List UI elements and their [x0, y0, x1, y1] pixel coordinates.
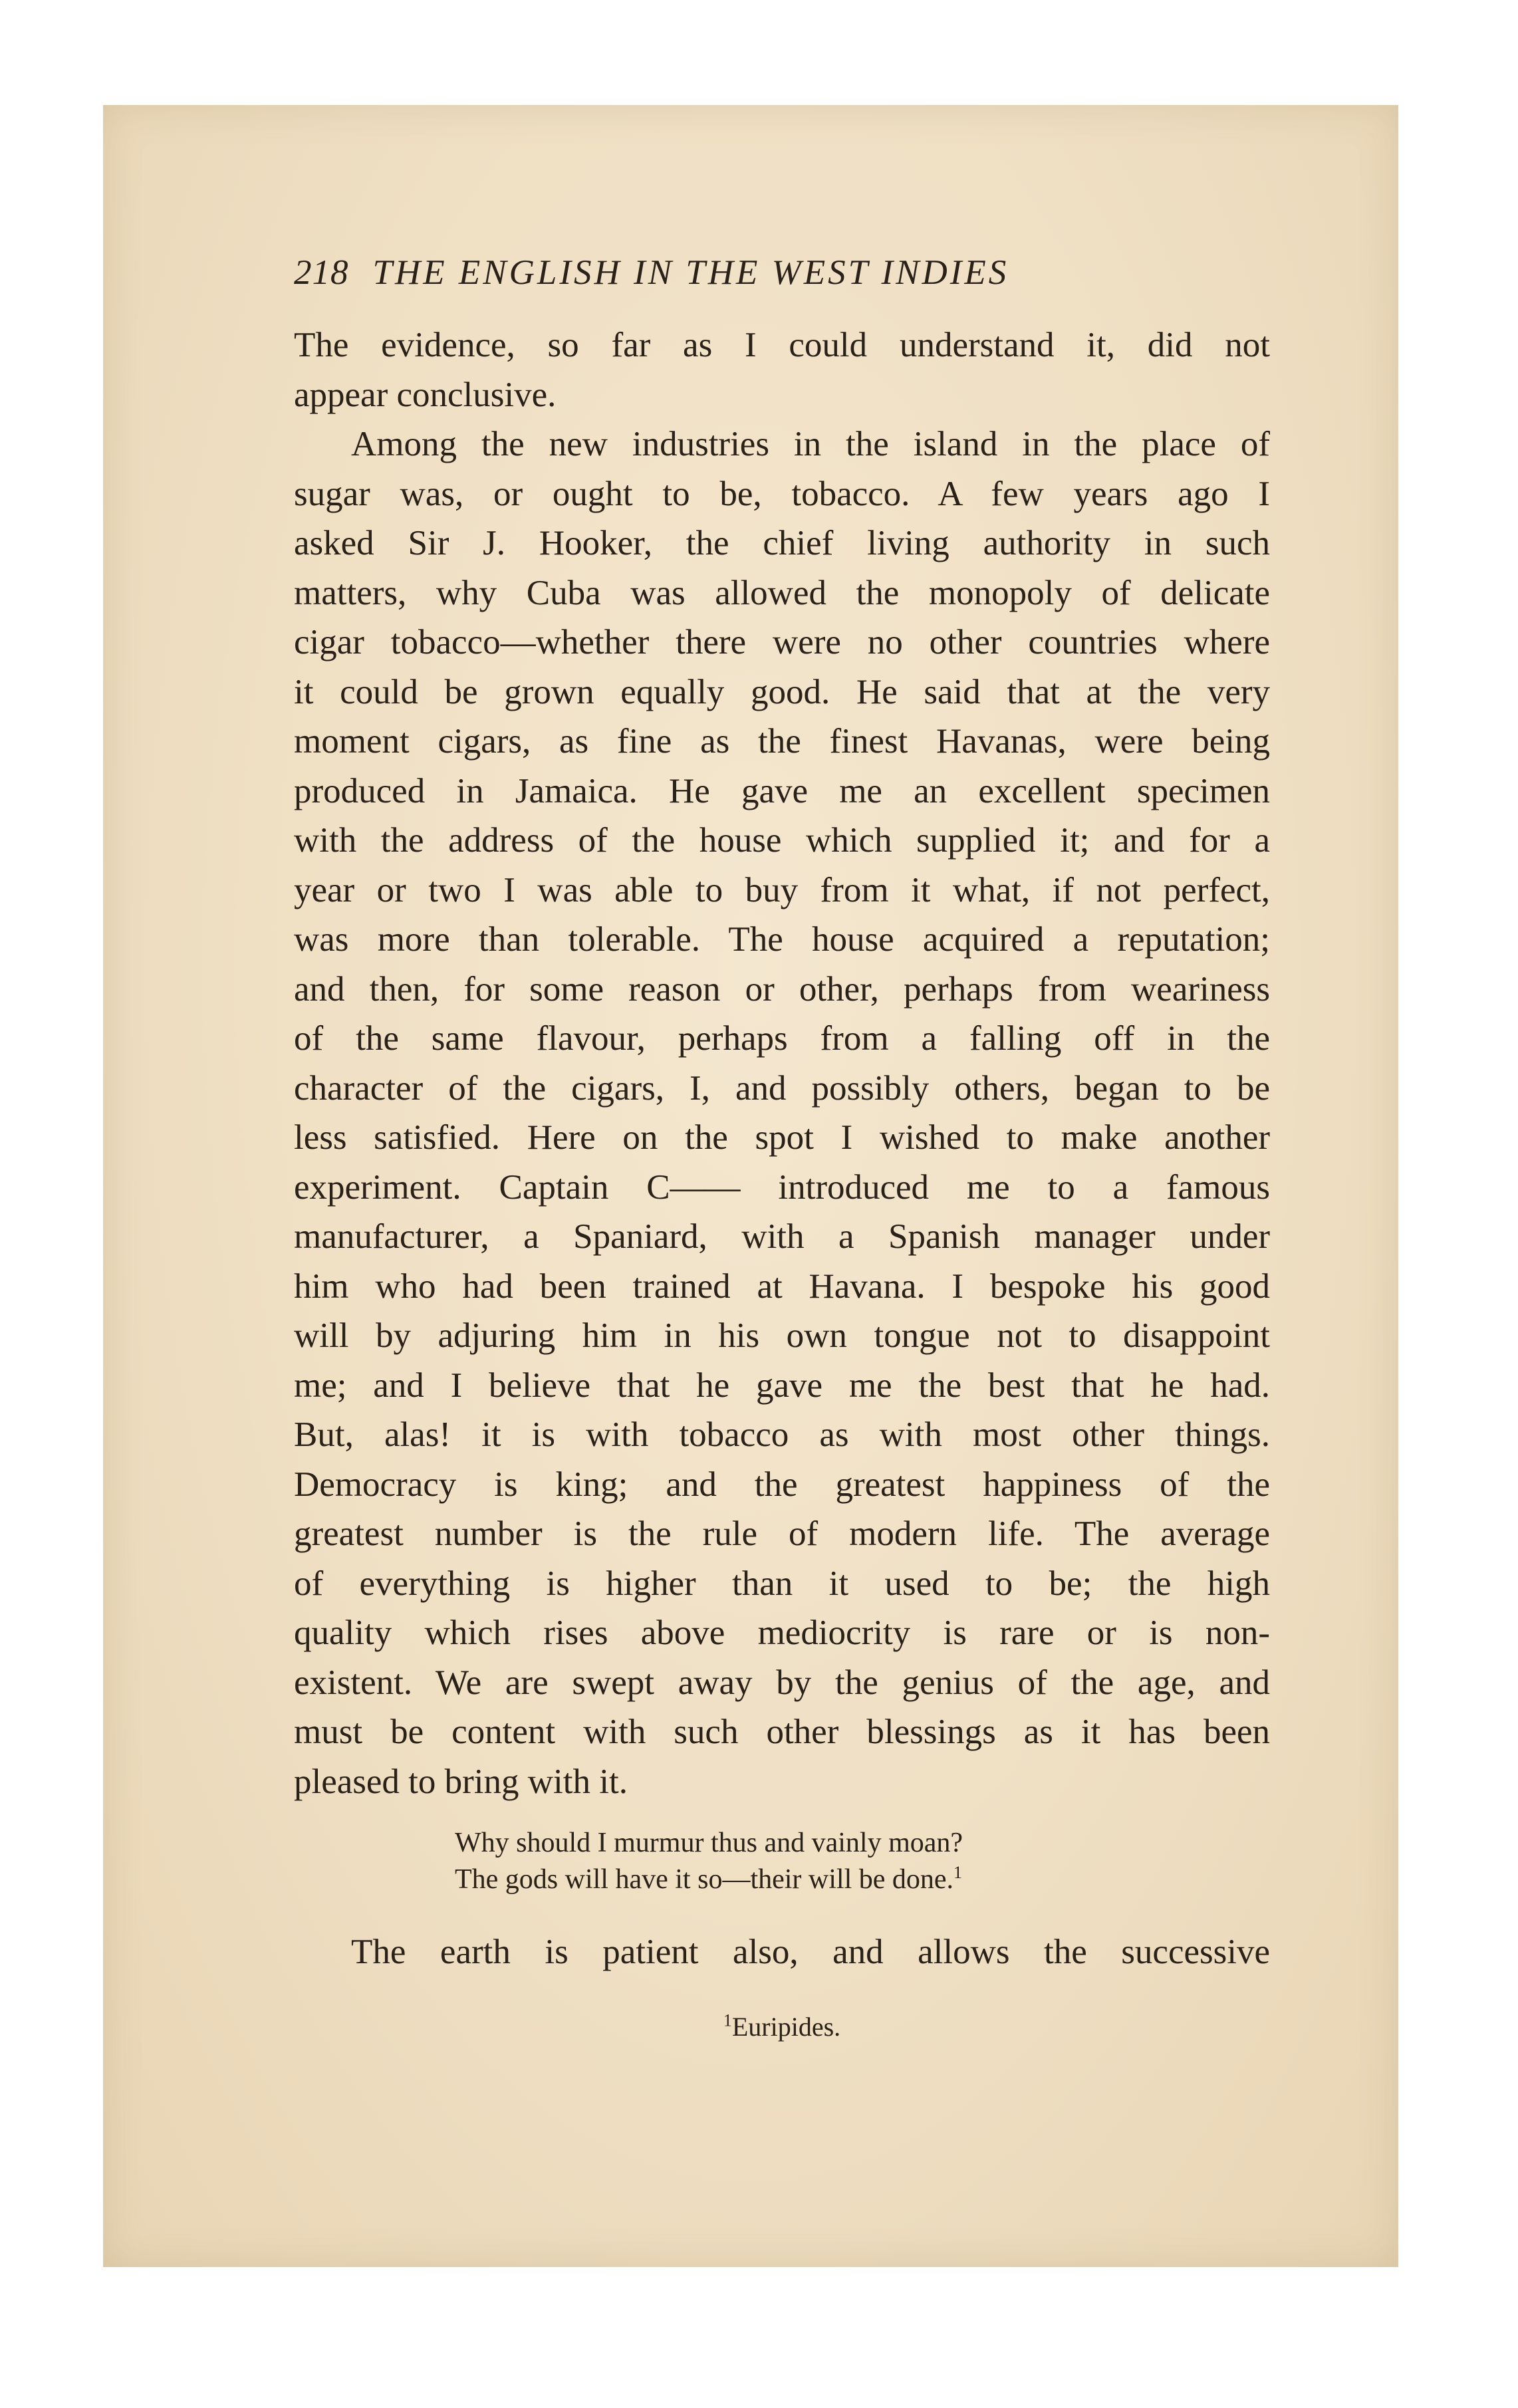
book-page	[294, 253, 1270, 2044]
verse-line	[455, 1862, 1270, 1898]
text-line: The evidence, so far as I could understand it, did not	[294, 326, 1270, 364]
paragraph-3	[294, 1927, 1270, 1977]
text-line: less satisfied. Here on the spot I wished to make another	[294, 1118, 1270, 1157]
paragraph-2	[294, 420, 1270, 1806]
text-line: character of the cigars, I, and possibly others, began to be	[294, 1068, 1270, 1108]
footnote-text: Euripides.	[731, 2011, 841, 2042]
text-line: must be content with such other blessings as it has been	[294, 1713, 1270, 1751]
text-line: him who had been trained at Havana. I bespoke his good	[294, 1266, 1270, 1306]
paragraph-1	[294, 320, 1270, 420]
text-line: existent. We are swept away by the genius of the age, and	[294, 1663, 1270, 1702]
page-number: 218	[294, 253, 349, 292]
text-line: asked Sir J. Hooker, the chief living authority in such	[294, 524, 1270, 562]
text-line: was more than tolerable. The house acquired a reputation;	[294, 920, 1270, 959]
text-line: me; and I believe that he gave me the best that he had.	[294, 1366, 1270, 1405]
text-line: sugar was, or ought to be, tobacco. A few years ago I	[294, 474, 1270, 513]
verse-line: Why should I murmur thus and vainly moan?	[455, 1828, 963, 1858]
text-line: greatest number is the rule of modern life. The average	[294, 1514, 1270, 1553]
text-line: But, alas! it is with tobacco as with most other things.	[294, 1415, 1270, 1454]
footnote-marker: 1	[723, 2010, 732, 2030]
text-line: of everything is higher than it used to be; the high	[294, 1564, 1270, 1603]
text-line: Among the new industries in the island in the place of	[351, 425, 1270, 463]
text-line: of the same flavour, perhaps from a falling off in the	[294, 1019, 1270, 1058]
footnote	[294, 2010, 1270, 2044]
text-line: The earth is patient also, and allows the successive	[351, 1933, 1270, 1971]
text-line: matters, why Cuba was allowed the monopoly of delicate	[294, 573, 1270, 612]
text-line: it could be grown equally good. He said that at the very	[294, 672, 1270, 711]
text-line: moment cigars, as fine as the finest Havanas, were being	[294, 722, 1270, 761]
text-line: quality which rises above mediocrity is rare or is non-	[294, 1614, 1270, 1652]
text-line: appear conclusive.	[294, 375, 557, 414]
text-line: manufacturer, a Spaniard, with a Spanish manager under	[294, 1217, 1270, 1256]
text-line: pleased to bring with it.	[294, 1762, 628, 1801]
text-line: and then, for some reason or other, perhaps from weariness	[294, 969, 1270, 1009]
text-line: year or two I was able to buy from it what, if not perfect,	[294, 870, 1270, 909]
footnote-reference: 1	[953, 1863, 963, 1882]
running-header	[294, 253, 1270, 293]
text-line: experiment. Captain C—— introduced me to a famous	[294, 1167, 1270, 1207]
text-line: Democracy is king; and the greatest happiness of the	[294, 1465, 1270, 1504]
text-line: produced in Jamaica. He gave me an excellent specimen	[294, 771, 1270, 810]
text-line: with the address of the house which supplied it; and for a	[294, 821, 1270, 860]
verse-quotation	[294, 1825, 1270, 1898]
running-title: THE ENGLISH IN THE WEST INDIES	[372, 253, 1009, 292]
text-line: will by adjuring him in his own tongue not to disappoint	[294, 1316, 1270, 1355]
text-line: cigar tobacco—whether there were no other countries where	[294, 623, 1270, 662]
verse-line-text: The gods will have it so—their will be done.	[455, 1864, 954, 1895]
